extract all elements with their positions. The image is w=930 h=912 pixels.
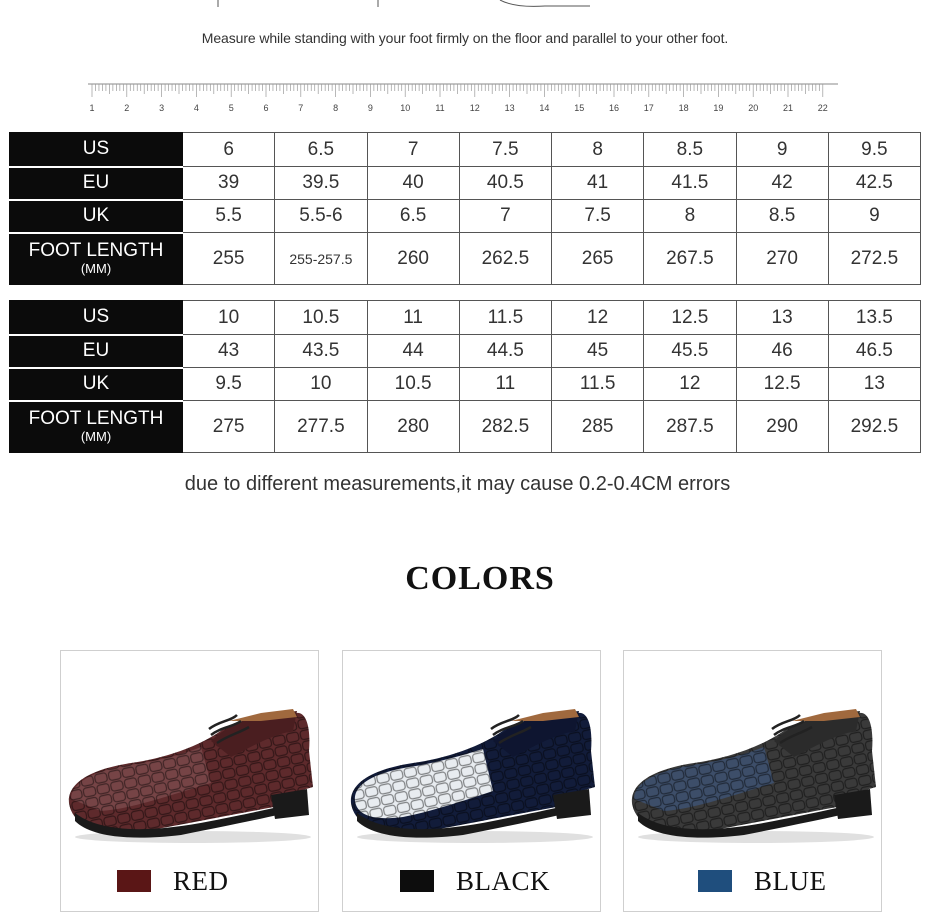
foot-length-label: FOOT LENGTH	[28, 240, 164, 262]
black-shoe-image	[343, 691, 600, 851]
size-cell: 12	[644, 368, 736, 401]
ruler-number: 11	[435, 103, 445, 113]
row-eu	[10, 167, 921, 200]
size-cell: 13	[736, 301, 828, 335]
size-cell: 40	[367, 167, 459, 200]
size-cell: 5.5	[183, 200, 275, 233]
size-cell: 8	[644, 200, 736, 233]
blue-swatch	[698, 870, 732, 892]
ruler-number: 12	[469, 103, 480, 113]
foot-length-unit: (MM)	[80, 261, 112, 277]
row-foot-length	[10, 233, 921, 285]
foot-length-label: FOOT LENGTH	[28, 408, 164, 430]
size-cell: 6.5	[275, 133, 367, 167]
color-option-red[interactable]	[117, 866, 229, 896]
size-cell: 39	[183, 167, 275, 200]
size-cell: 287.5	[644, 401, 736, 453]
color-option-blue[interactable]	[698, 866, 827, 896]
red-shoe-image	[61, 691, 318, 851]
row-header-foot-length	[10, 233, 183, 285]
size-cell: 44	[367, 335, 459, 368]
size-cell: 46.5	[828, 335, 920, 368]
red-swatch	[117, 870, 151, 892]
row-us	[10, 301, 921, 335]
size-cell: 7.5	[459, 133, 551, 167]
size-cell: 7.5	[552, 200, 644, 233]
row-eu	[10, 335, 921, 368]
foot-length-unit: (MM)	[80, 429, 112, 445]
row-uk	[10, 368, 921, 401]
ruler-number: 9	[367, 103, 373, 113]
size-cell: 282.5	[459, 401, 551, 453]
measurement-error-note: due to different measurements,it may cause 0.2-0.4CM errors	[184, 473, 731, 495]
size-cell: 11.5	[459, 301, 551, 335]
ruler-number: 1	[89, 103, 95, 113]
size-cell: 290	[736, 401, 828, 453]
size-cell: 43	[183, 335, 275, 368]
ruler-number: 6	[263, 103, 269, 113]
size-cell: 260	[367, 233, 459, 285]
size-cell: 11	[367, 301, 459, 335]
ruler-number: 18	[678, 103, 689, 113]
size-cell: 265	[552, 233, 644, 285]
row-header-eu: EU	[10, 167, 183, 200]
size-cell: 7	[459, 200, 551, 233]
ruler-number: 16	[608, 103, 620, 113]
size-cell: 13	[828, 368, 920, 401]
blue-shoe-image	[624, 691, 881, 851]
ruler-number: 20	[748, 103, 759, 113]
ruler-number: 21	[782, 103, 794, 113]
color-option-black[interactable]	[400, 866, 550, 896]
size-cell: 12.5	[644, 301, 736, 335]
colors-heading: COLORS	[405, 560, 555, 597]
measure-instruction: Measure while standing with your foot firmly on the floor and parallel to your other foot.	[201, 30, 729, 46]
size-cell: 255	[183, 233, 275, 285]
row-uk	[10, 200, 921, 233]
ruler-number: 22	[817, 103, 828, 113]
size-cell: 270	[736, 233, 828, 285]
size-cell: 255-257.5	[275, 233, 367, 285]
measuring-ruler	[88, 80, 838, 116]
size-cell: 280	[367, 401, 459, 453]
size-cell: 41	[552, 167, 644, 200]
ruler-number: 13	[504, 103, 515, 113]
size-cell: 267.5	[644, 233, 736, 285]
ruler-number: 3	[159, 103, 165, 113]
size-cell: 45	[552, 335, 644, 368]
size-cell: 8	[552, 133, 644, 167]
size-cell: 10.5	[275, 301, 367, 335]
size-cell: 12.5	[736, 368, 828, 401]
red-label: RED	[173, 865, 229, 896]
size-cell: 41.5	[644, 167, 736, 200]
size-cell: 8.5	[736, 200, 828, 233]
size-cell: 13.5	[828, 301, 920, 335]
row-us	[10, 133, 921, 167]
size-cell: 10	[183, 301, 275, 335]
size-cell: 275	[183, 401, 275, 453]
row-header-eu: EU	[10, 335, 183, 368]
ruler-number: 2	[124, 103, 130, 113]
size-cell: 43.5	[275, 335, 367, 368]
size-cell: 277.5	[275, 401, 367, 453]
blue-label: BLUE	[754, 865, 827, 896]
size-cell: 8.5	[644, 133, 736, 167]
ruler-number: 5	[228, 103, 234, 113]
size-cell: 11	[459, 368, 551, 401]
size-cell: 42.5	[828, 167, 920, 200]
size-cell: 39.5	[275, 167, 367, 200]
ruler-number: 15	[574, 103, 585, 113]
size-cell: 5.5-6	[275, 200, 367, 233]
size-cell: 6	[183, 133, 275, 167]
ruler-number: 17	[643, 103, 654, 113]
ruler-number: 4	[193, 103, 199, 113]
size-cell: 272.5	[828, 233, 920, 285]
size-cell: 9	[736, 133, 828, 167]
ruler-number: 8	[333, 103, 339, 113]
size-cell: 9.5	[183, 368, 275, 401]
row-header-us: US	[10, 301, 183, 335]
size-cell: 262.5	[459, 233, 551, 285]
size-cell: 9.5	[828, 133, 920, 167]
black-swatch	[400, 870, 434, 892]
black-label: BLACK	[456, 865, 551, 896]
ruler-number: 10	[400, 103, 411, 113]
size-chart-table-1	[9, 132, 921, 285]
size-cell: 6.5	[367, 200, 459, 233]
row-header-foot-length	[10, 401, 183, 453]
size-cell: 46	[736, 335, 828, 368]
size-cell: 42	[736, 167, 828, 200]
size-cell: 40.5	[459, 167, 551, 200]
row-header-us: US	[10, 133, 183, 167]
size-cell: 10	[275, 368, 367, 401]
size-cell: 7	[367, 133, 459, 167]
row-header-uk: UK	[10, 200, 183, 233]
row-header-uk: UK	[10, 368, 183, 401]
ruler-number: 14	[539, 103, 550, 113]
size-cell: 12	[552, 301, 644, 335]
size-cell: 44.5	[459, 335, 551, 368]
size-cell: 45.5	[644, 335, 736, 368]
row-foot-length	[10, 401, 921, 453]
ruler-number: 19	[713, 103, 724, 113]
size-chart-table-2	[9, 300, 921, 453]
size-cell: 285	[552, 401, 644, 453]
size-cell: 292.5	[828, 401, 920, 453]
size-cell: 9	[828, 200, 920, 233]
ruler-number: 7	[298, 103, 304, 113]
size-cell: 11.5	[552, 368, 644, 401]
foot-measure-diagram-fragment	[0, 0, 930, 12]
size-cell: 10.5	[367, 368, 459, 401]
